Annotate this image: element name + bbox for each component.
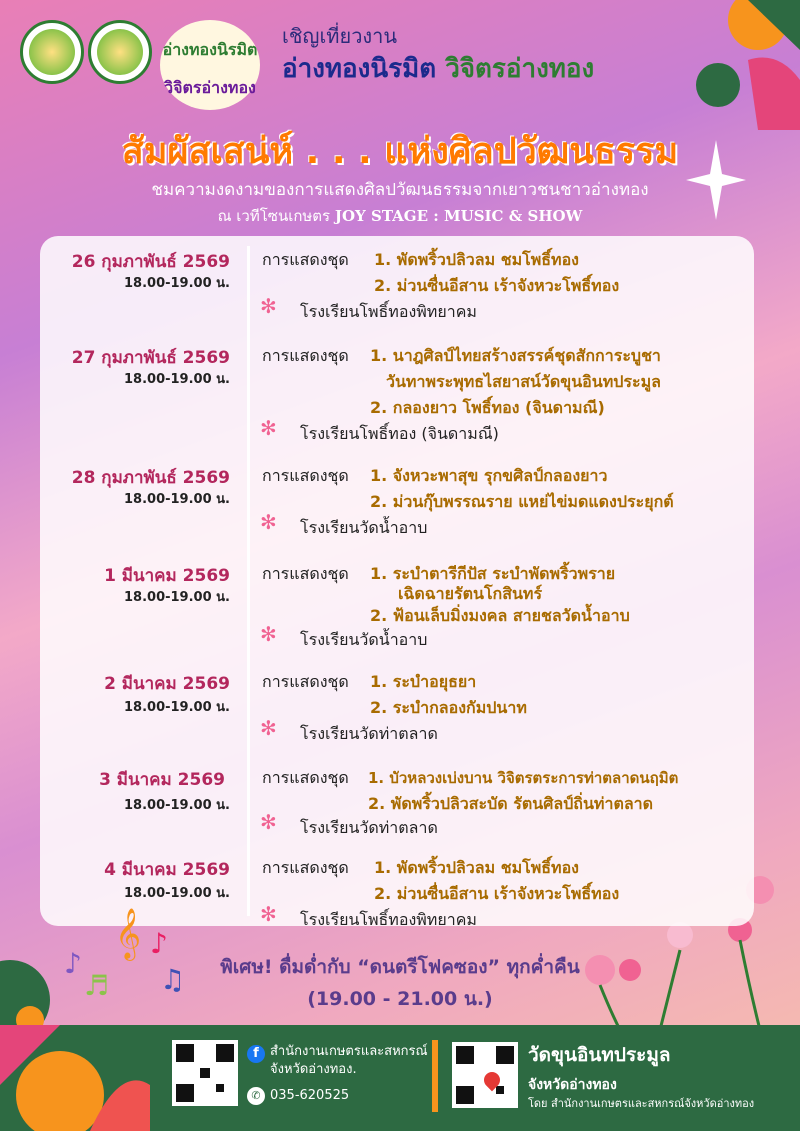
- footer-accent-bar: [432, 1040, 438, 1112]
- flower-icon: ✻: [260, 416, 277, 440]
- schedule-date: 4 มีนาคม 2569: [104, 860, 230, 880]
- music-note-icon: 𝄞: [115, 908, 142, 959]
- festival-logo-line2: วิจิตรอ่างทอง: [164, 78, 256, 97]
- special-announcement: พิเศษ! ดื่มด่ำกับ “ดนตรีโฟคซอง” ทุกค่ำคืน: [220, 956, 580, 978]
- subtitle-venue-name: JOY STAGE : MUSIC & SHOW: [334, 207, 583, 225]
- show-item: วันทาพระพุทธไสยาสน์วัดขุนอินทประมูล: [386, 372, 661, 391]
- music-note-icon: ♫: [160, 963, 186, 996]
- music-note-icon: ♪: [64, 947, 82, 980]
- subtitle-venue-prefix: ณ เวทีโซนเกษตร: [217, 207, 331, 225]
- agriculture-seal-logo: [20, 20, 84, 84]
- show-item: 2. กลองยาว โพธิ์ทอง (จินดามณี): [370, 398, 605, 417]
- school-name: โรงเรียนโพธิ์ทองพิทยาคม: [300, 910, 477, 929]
- show-prefix: การแสดงชุด: [262, 250, 349, 269]
- festival-title: [282, 48, 594, 89]
- corner-decoration-top-right: [688, 0, 800, 130]
- schedule-date: 2 มีนาคม 2569: [104, 674, 230, 694]
- qr-code-facebook[interactable]: [172, 1040, 238, 1106]
- schedule-date: 1 มีนาคม 2569: [104, 566, 230, 586]
- festival-logo: [160, 20, 260, 110]
- school-name: โรงเรียนวัดน้ำอาบ: [300, 518, 428, 537]
- festival-title-part1: อ่างทองนิรมิต: [282, 54, 437, 84]
- music-note-icon: ♪: [150, 927, 168, 960]
- facebook-page-name: สำนักงานเกษตรและสหกรณ์: [270, 1044, 428, 1059]
- flower-icon: ✻: [260, 510, 277, 534]
- festival-title-part2: วิจิตรอ่างทอง: [445, 54, 595, 84]
- flower-icon: ✻: [260, 716, 277, 740]
- flower-icon: ✻: [260, 294, 277, 318]
- schedule-date: 27 กุมภาพันธ์ 2569: [71, 348, 230, 368]
- show-item: 1. จังหวะพาสุข รุกขศิลป์กลองยาว: [370, 466, 608, 485]
- show-item: 1. พัดพริ้วปลิวลม ชมโพธิ์ทอง: [374, 858, 579, 877]
- show-prefix: การแสดงชุด: [262, 768, 349, 787]
- show-item: 2. ฟ้อนเล็บมิ่งมงคล สายชลวัดน้ำอาบ: [370, 606, 630, 625]
- facebook-icon: f: [247, 1045, 265, 1063]
- show-item: 2. พัดพริ้วปลิวสะบัด รัตนศิลป์ถิ่นท่าตลาด: [368, 794, 654, 813]
- show-prefix: การแสดงชุด: [262, 466, 349, 485]
- organizer: โดย สำนักงานเกษตรและสหกรณ์จังหวัดอ่างทอง: [528, 1097, 755, 1110]
- show-prefix: การแสดงชุด: [262, 858, 349, 877]
- facebook-page-name-line2: จังหวัดอ่างทอง.: [270, 1062, 357, 1077]
- schedule-time: 18.00-19.00 น.: [124, 276, 230, 291]
- schedule-time: 18.00-19.00 น.: [124, 886, 230, 901]
- show-prefix: การแสดงชุด: [262, 672, 349, 691]
- school-name: โรงเรียนวัดน้ำอาบ: [300, 630, 428, 649]
- show-item: 2. ม่วนกุ๊บพรรณราย แหย่ไข่มดแดงประยุกต์: [370, 492, 674, 511]
- school-name: โรงเรียนวัดท่าตลาด: [300, 724, 438, 743]
- phone-icon: ✆: [247, 1087, 265, 1105]
- venue-name: วัดขุนอินทประมูล: [528, 1044, 671, 1066]
- flower-icon: ✻: [260, 902, 277, 926]
- school-name: โรงเรียนโพธิ์ทองพิทยาคม: [300, 302, 477, 321]
- festival-logo-line1: อ่างทองนิรมิต: [162, 40, 258, 59]
- footer-decoration-left: [0, 1025, 150, 1131]
- show-item: 1. ระบำตารีกีปัส ระบำพัดพริ้วพราย: [370, 564, 616, 583]
- flower-icon: ✻: [260, 810, 277, 834]
- show-item: 1. พัดพริ้วปลิวลม ชมโพธิ์ทอง: [374, 250, 579, 269]
- subtitle-line1: ชมความงดงามของการแสดงศิลปวัฒนธรรมจากเยาวชนชาวอ่างทอง: [151, 180, 649, 200]
- school-name: โรงเรียนโพธิ์ทอง (จินดามณี): [300, 424, 499, 443]
- main-title: สัมผัสเสน่ห์ . . . แห่งศิลปวัฒนธรรม: [121, 131, 679, 172]
- schedule-divider: [247, 246, 250, 916]
- show-item: 2. ม่วนซื่นอีสาน เร้าจังหวะโพธิ์ทอง: [374, 276, 620, 295]
- invite-text: เชิญเที่ยวงาน: [282, 24, 398, 48]
- subtitle-line2: [0, 204, 800, 228]
- province-seal-logo: [88, 20, 152, 84]
- phone-number: 035-620525: [270, 1088, 350, 1103]
- venue-province: จังหวัดอ่างทอง: [528, 1077, 617, 1093]
- schedule-date: 28 กุมภาพันธ์ 2569: [71, 468, 230, 488]
- flower-icon: ✻: [260, 622, 277, 646]
- show-item: เฉิดฉายรัตนโกสินทร์: [398, 584, 543, 603]
- schedule-time: 18.00-19.00 น.: [124, 700, 230, 715]
- schedule-date: 26 กุมภาพันธ์ 2569: [71, 252, 230, 272]
- schedule-time: 18.00-19.00 น.: [124, 798, 230, 813]
- show-item: 2. ระบำกลองกัมปนาท: [370, 698, 527, 717]
- show-item: 1. บัวหลวงเบ่งบาน วิจิตรตระการท่าตลาดนฤมิต: [368, 769, 679, 787]
- show-prefix: การแสดงชุด: [262, 564, 349, 583]
- schedule-time: 18.00-19.00 น.: [124, 492, 230, 507]
- show-item: 1. ระบำอยุธยา: [370, 672, 477, 691]
- music-note-icon: ♬: [84, 969, 110, 1002]
- school-name: โรงเรียนวัดท่าตลาด: [300, 818, 438, 837]
- show-item: 2. ม่วนซื่นอีสาน เร้าจังหวะโพธิ์ทอง: [374, 884, 620, 903]
- special-time: (19.00 - 21.00 น.): [307, 988, 493, 1010]
- show-prefix: การแสดงชุด: [262, 346, 349, 365]
- show-item: 1. นาฎศิลป์ไทยสร้างสรรค์ชุดสักการะบูชา: [370, 346, 661, 365]
- schedule-date: 3 มีนาคม 2569: [99, 770, 225, 790]
- schedule-time: 18.00-19.00 น.: [124, 372, 230, 387]
- schedule-time: 18.00-19.00 น.: [124, 590, 230, 605]
